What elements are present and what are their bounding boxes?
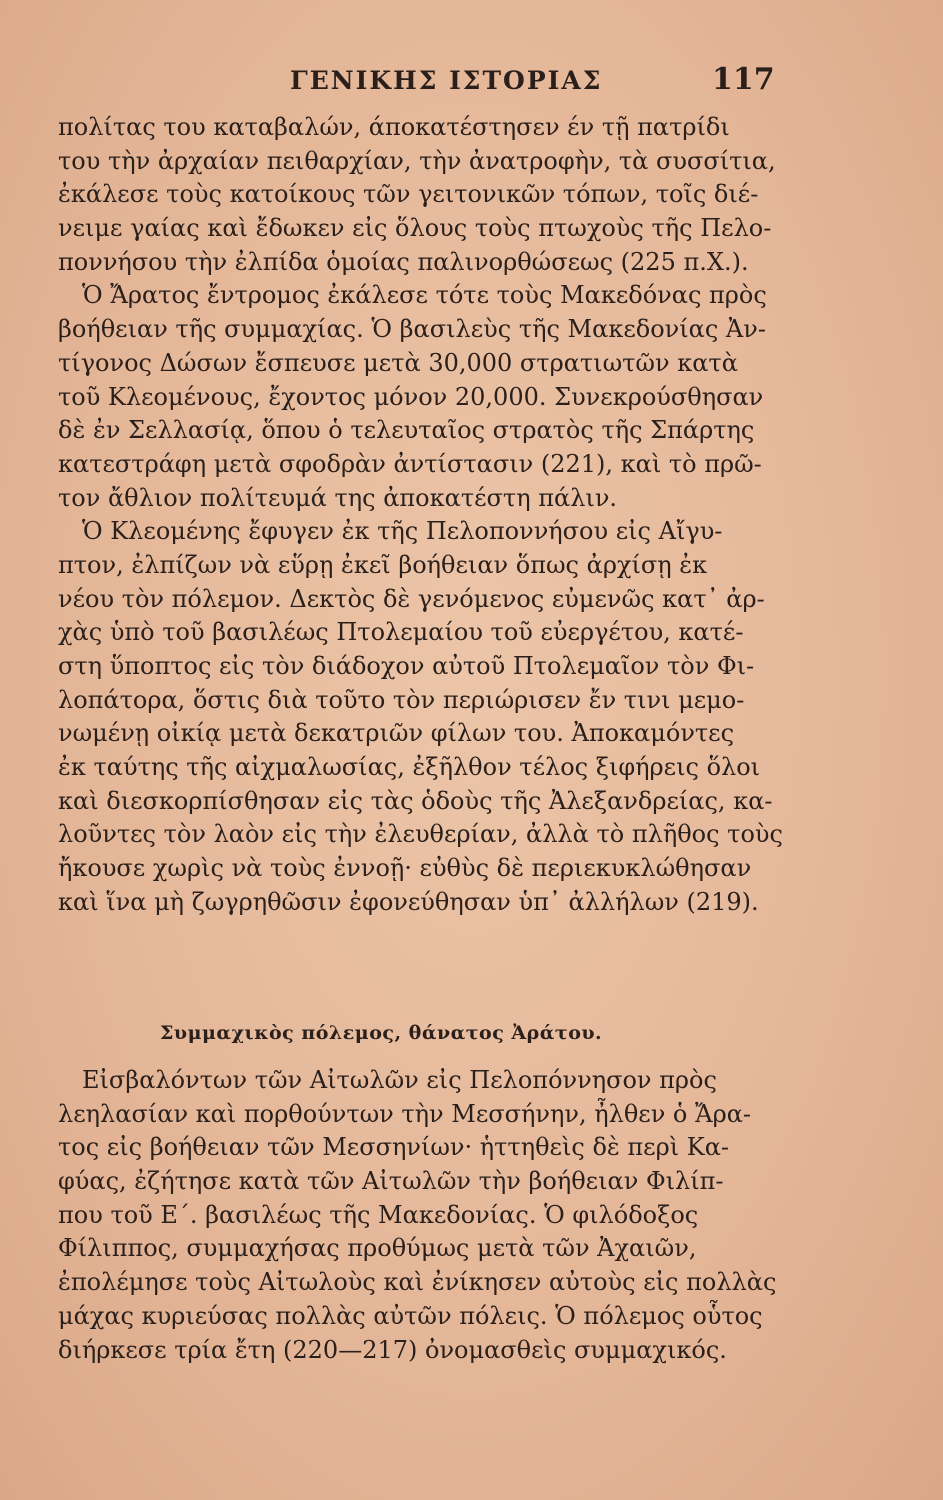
text-line: τίγονος Δώσων ἔσπευσε μετὰ 30,000 στρατιωτῶν κατὰ [58,348,738,377]
page-header [0,62,943,102]
text-line: λοῦντες τὸν λαὸν εἰς τὴν ἐλευθερίαν, ἀλλὰ τὸ πλῆθος τοὺς [58,820,783,849]
text-line: του τὴν ἀρχαίαν πειθαρχίαν, τὴν ἀνατροφὴν, τὰ συσσίτια, [58,146,776,175]
running-head: ΓΕΝΙΚΗΣ ΙΣΤΟΡΙΑΣ [290,66,603,95]
text-line: Ὁ Ἄρατος ἔντρομος ἐκάλεσε τότε τοὺς Μακεδόνας πρὸς [82,281,767,310]
text-line: δὲ ἐν Σελλασίᾳ, ὅπου ὁ τελευταῖος στρατὸς τῆς Σπάρτης [58,416,755,445]
text-line: νειμε γαίας καὶ ἔδωκεν εἰς ὅλους τοὺς πτωχοὺς τῆς Πελο- [58,214,772,243]
text-line: ἤκουσε χωρὶς νὰ τοὺς ἐννοῇ· εὐθὺς δὲ περιεκυκλώθησαν [58,854,752,883]
text-line: διήρκεσε τρία ἔτη (220—217) ὀνομασθεὶς συμμαχικός. [58,1335,727,1364]
body-text-block-2 [58,1064,788,1367]
text-line: Εἰσβαλόντων τῶν Αἰτωλῶν εἰς Πελοπόννησον πρὸς [82,1066,717,1094]
text-line: Ὁ Κλεομένης ἔφυγεν ἐκ τῆς Πελοποννήσου εἰς Αἴγυ- [82,517,723,546]
text-line: καὶ ἵνα μὴ ζωγρηθῶσιν ἐφονεύθησαν ὑπ᾽ ἀλλήλων (219). [58,887,759,916]
text-line: κατεστράφη μετὰ σφοδρὰν ἀντίστασιν (221), καὶ τὸ πρῶ- [58,449,762,478]
text-line: χὰς ὑπὸ τοῦ βασιλέως Πτολεμαίου τοῦ εὐεργέτου, κατέ- [58,618,744,647]
text-line: πτον, ἐλπίζων νὰ εὕρῃ ἐκεῖ βοήθειαν ὅπως ἀρχίσῃ ἐκ [58,550,708,579]
text-line: τος εἰς βοήθειαν τῶν Μεσσηνίων· ἡττηθεὶς δὲ περὶ Κα- [58,1133,730,1162]
text-line: που τοῦ Ε΄. βασιλέως τῆς Μακεδονίας. Ὁ φιλόδοξος [58,1200,699,1229]
text-line: τον ἄθλιον πολίτευμά της ἀποκατέστη πάλιν. [58,483,618,512]
text-line: Φίλιππος, συμμαχήσας προθύμως μετὰ τῶν Ἀχαιῶν, [58,1234,697,1263]
text-line: ἐκάλεσε τοὺς κατοίκους τῶν γειτονικῶν τόπων, τοῖς διέ- [58,180,759,209]
text-line: μάχας κυριεύσας πολλὰς αὐτῶν πόλεις. Ὁ πόλεμος οὗτος [58,1301,763,1330]
text-line: νωμένῃ οἰκίᾳ μετὰ δεκατριῶν φίλων του. Ἀποκαμόντες [58,719,735,748]
text-line: πολίτας του καταβαλών, άποκατέστησεν έν τῇ πατρίδι [58,113,730,141]
text-line: τοῦ Κλεομένους, ἔχοντος μόνον 20,000. Συνεκρούσθησαν [58,382,764,411]
text-line: λεηλασίαν καὶ πορθούντων τὴν Μεσσήνην, ἦλθεν ὁ Ἄρα- [58,1099,752,1128]
section-heading: Συμμαχικὸς πόλεμος, θάνατος Ἀράτου. [160,1022,603,1044]
page-number: 117 [712,62,775,97]
text-line: λοπάτορα, ὅστις διὰ τοῦτο τὸν περιώρισεν ἔν τινι μεμο- [58,685,745,714]
body-text-block-1 [58,111,788,920]
text-line: στη ὕποπτος εἰς τὸν διάδοχον αὐτοῦ Πτολεμαῖον τὸν Φι- [58,652,755,680]
text-line: καὶ διεσκορπίσθησαν εἰς τὰς ὁδοὺς τῆς Ἀλεξανδρείας, κα- [58,786,773,815]
text-line: φύας, ἐζήτησε κατὰ τῶν Αἰτωλῶν τὴν βοήθειαν Φιλίπ- [58,1167,724,1196]
text-line: ἐκ ταύτης τῆς αἰχμαλωσίας, ἐξῆλθον τέλος ξιφήρεις ὅλοι [58,753,761,782]
text-line: ποννήσου τὴν ἐλπίδα ὁμοίας παλινορθώσεως (225 π.Χ.). [58,247,749,276]
text-line: νέου τὸν πόλεμον. Δεκτὸς δὲ γενόμενος εὐμενῶς κατ᾽ ἀρ- [58,584,765,613]
text-line: βοήθειαν τῆς συμμαχίας. Ὁ βασιλεὺς τῆς Μακεδονίας Ἀν- [58,315,766,344]
text-line: ἐπολέμησε τοὺς Αἰτωλοὺς καὶ ἐνίκησεν αὐτοὺς εἰς πολλὰς [58,1268,777,1297]
